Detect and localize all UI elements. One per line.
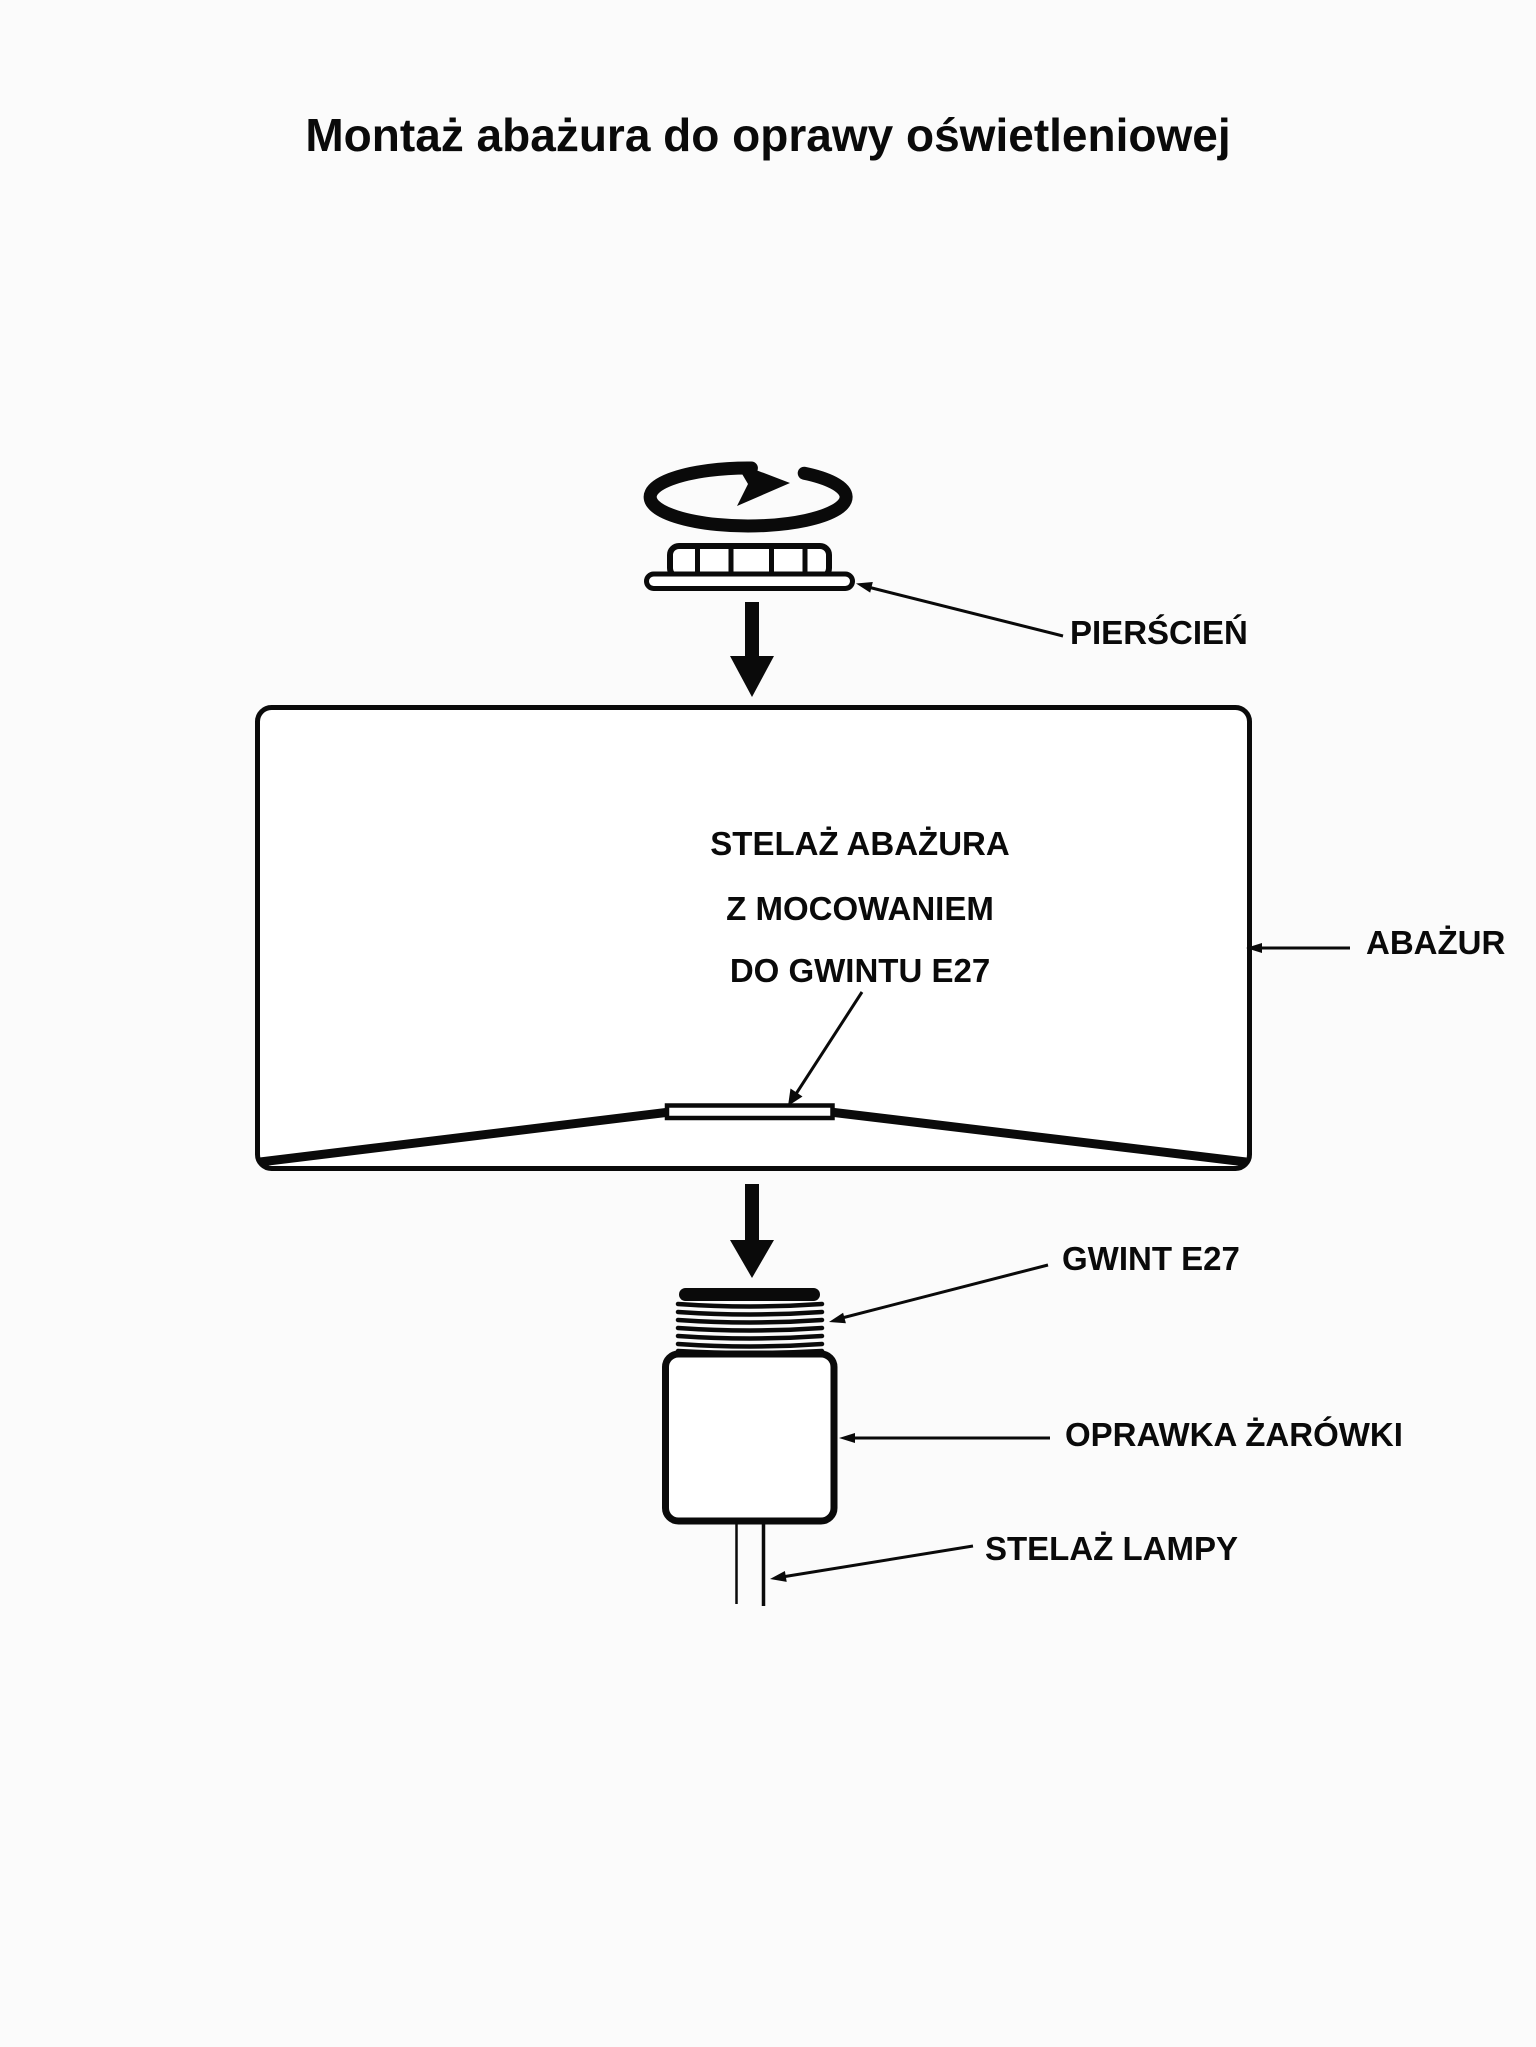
label-thread: GWINT E27 — [1062, 1240, 1240, 1277]
thread-leader-arrow — [829, 1265, 1048, 1323]
shade-note-line-1: STELAŻ ABAŻURA — [710, 825, 1010, 862]
shade-leader-arrow — [1246, 943, 1350, 953]
thread-drawing — [678, 1288, 822, 1353]
lamp-rod-drawing — [737, 1522, 764, 1606]
rotation-arrow-icon — [650, 462, 846, 526]
socket-outline — [666, 1354, 835, 1521]
e27-fitting — [667, 1106, 833, 1119]
down-arrow-icon-2 — [730, 1184, 774, 1278]
label-ring: PIERŚCIEŃ — [1070, 614, 1248, 651]
lampshade-outline — [258, 708, 1250, 1169]
ring-drawing — [647, 546, 853, 589]
page-title: Montaż abażura do oprawy oświetleniowej — [305, 109, 1231, 161]
socket-leader-arrow — [839, 1433, 1050, 1443]
shade-note-line-2: Z MOCOWANIEM — [726, 890, 994, 927]
rod-leader-arrow — [770, 1546, 973, 1582]
label-socket: OPRAWKA ŻARÓWKI — [1065, 1416, 1403, 1453]
label-shade: ABAŻUR — [1366, 924, 1506, 961]
ring-leader-arrow — [856, 582, 1063, 636]
shade-note-line-3: DO GWINTU E27 — [729, 952, 991, 989]
label-lamp-frame: STELAŻ LAMPY — [985, 1530, 1238, 1567]
down-arrow-icon — [730, 602, 774, 697]
